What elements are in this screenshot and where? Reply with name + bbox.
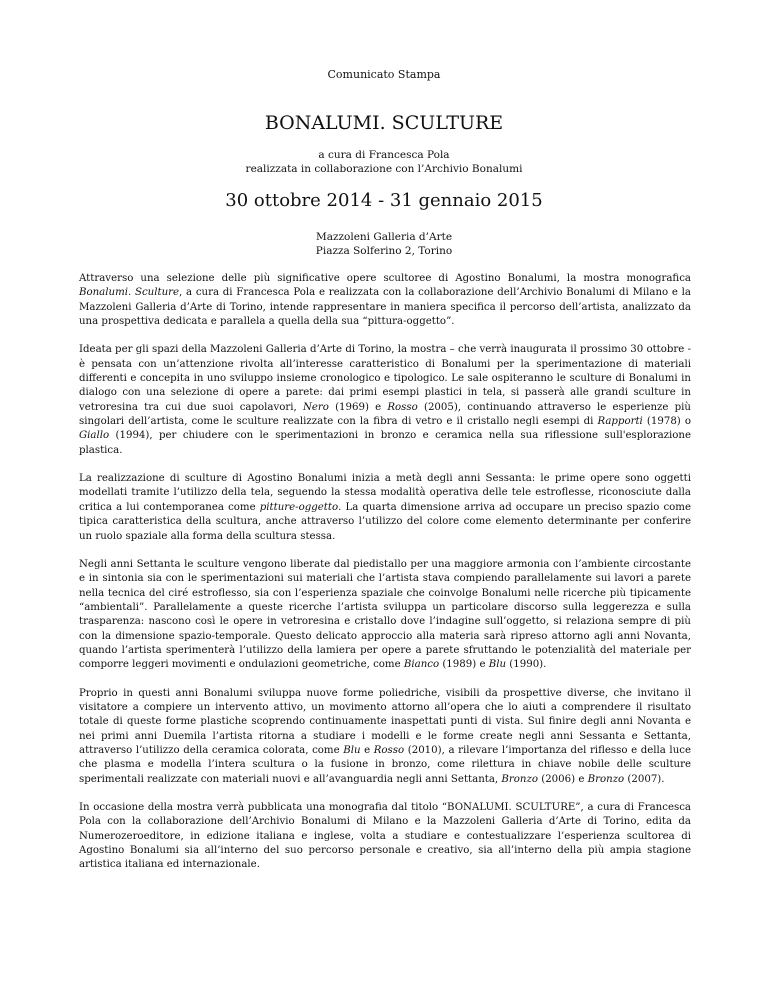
- italic-title: Blu: [343, 744, 361, 756]
- paragraph-5: [79, 687, 691, 787]
- text-span: (2006) e: [537, 773, 588, 785]
- text-span: La realizzazione di sculture di Agostino Bonalumi inizia a metà degli anni Sessanta: le prime opere sono oggetti modellati tramite l’utilizzo della tela, seguendo la stessa modalità operativa delle tele estroflesse, riconosciute dalla critica a lui contemporanea come: [79, 473, 691, 513]
- curator-block: [0, 148, 768, 176]
- italic-title: Rosso: [387, 401, 418, 413]
- text-span: (2010), a rilevare l’importanza del riflesso e della luce che plasma e modella l’intera scultura o la fusione in bronzo, come rilettura in chiave nobile delle sculture sperimentali realizzate con materiali nuovi e all’avanguardia negli anni Settanta,: [79, 744, 691, 785]
- italic-title: pitture-oggetto: [259, 501, 339, 513]
- exhibition-dates: 30 ottobre 2014 - 31 gennaio 2015: [225, 190, 543, 211]
- paragraph-1: [79, 272, 691, 329]
- text-span: (1990).: [506, 659, 547, 671]
- paragraph-2: [79, 343, 691, 458]
- text-span: (2007).: [624, 773, 665, 785]
- curator-line: a cura di Francesca Pola: [318, 149, 450, 161]
- italic-title: Bronzo: [501, 773, 538, 785]
- text-span: Attraverso una selezione delle più significative opere scultoree di Agostino Bonalumi, la mostra monografica: [79, 273, 691, 284]
- italic-title: Bronzo: [587, 773, 625, 785]
- exhibition-title: BONALUMI. SCULTURE: [264, 112, 504, 134]
- paragraph-3: [79, 472, 691, 544]
- italic-title: Rosso: [373, 744, 405, 756]
- text-span: (1994), per chiudere con le sperimentazioni in bronzo e ceramica nella sua riflessione sull'esplorazione plastica.: [79, 430, 691, 456]
- press-release-label: Comunicato Stampa: [327, 68, 441, 81]
- italic-title: Bonalumi. Sculture: [79, 287, 180, 299]
- text-span: (1978) o: [642, 416, 691, 428]
- paragraph-4: [79, 558, 691, 673]
- italic-title: Rapporti: [597, 416, 643, 428]
- italic-title: Blu: [488, 659, 507, 671]
- text-span: (2005), continuando attraverso le esperienze più singolari dell’artista, come le sculture realizzate con la fibra di vetro e il cristallo negli esempi di: [79, 401, 691, 428]
- venue-name: Mazzoleni Galleria d’Arte: [315, 231, 453, 243]
- italic-title: Bianco: [403, 659, 440, 671]
- body-text: [79, 272, 691, 887]
- italic-title: Nero: [302, 401, 329, 413]
- text-span: (1989) e: [439, 659, 489, 671]
- italic-title: Giallo: [79, 430, 110, 442]
- paragraph-6: [79, 801, 691, 873]
- collaboration-line: realizzata in collaborazione con l’Archivio Bonalumi: [245, 163, 523, 175]
- text-span: Ideata per gli spazi della Mazzoleni Galleria d’Arte di Torino, la mostra – che verrà inaugurata il prossimo 30 ottobre - è pensata con un’attenzione rivolta all’interesse caratteristico di Bonalumi per la sperimentazione di materiali differenti e concepita in uno sviluppo insieme cronologico e tipologico. Le sale ospiteranno le sculture di Bonalumi in dialogo con una selezione di opere a parete: dai primi esempi plastici in tela, si passerà alle grandi sculture in vetroresina tra cui due suoi capolavori,: [79, 344, 692, 413]
- text-span: In occasione della mostra verrà pubblicata una monografia dal titolo “BONALUMI. SCULTURE”, a cura di Francesca Pola con la collaborazione dell’Archivio Bonalumi di Milano e la Mazzoleni Galleria d’Arte di Torino, edita da Numerozeroeditore, in edizione italiana e inglese, volta a studiare e contestualizzare l’esperienza scultorea di Agostino Bonalumi sia all’interno del suo percorso personale e creativo, sia all’interno della più ampia stagione artistica italiana ed internazionale.: [79, 802, 691, 871]
- text-span: Proprio in questi anni Bonalumi sviluppa nuove forme poliedriche, visibili da prospettive diverse, che invitano il visitatore a compiere un intervento attivo, un movimento attorno all’opera che lo aiuti a comprendere il risultato totale di queste forme plastiche scoprendo continuamente inaspettati punti di vista. Sul finire degli anni Novanta e nei primi anni Duemila l’artista ritorna a studiare i modelli e le forme create negli anni Sessanta e Settanta, attraverso l’utilizzo della ceramica colorata, come: [79, 687, 691, 756]
- text-span: , a cura di Francesca Pola e realizzata con la collaborazione dell’Archivio Bonalumi di Milano e la Mazzoleni Galleria d’Arte di Torino, intende rappresentare in maniera specifica il percorso dell’artista, analizzato da una prospettiva dedicata e parallela a quella della sua “pittura-oggetto”.: [79, 287, 691, 328]
- venue-block: [0, 230, 768, 258]
- venue-address: Piazza Solferino 2, Torino: [315, 245, 453, 257]
- text-span: . La quarta dimensione arriva ad occupare un preciso spazio come tipica caratteristica della scultura, anche attraverso l’utilizzo del colore come elemento determinante per conferire un ruolo spaziale alla forma della scultura stessa.: [79, 501, 691, 542]
- text-span: e: [360, 744, 374, 756]
- text-span: Negli anni Settanta le sculture vengono liberate dal piedistallo per una maggiore armonia con l’ambiente circostante e in sintonia sia con le sperimentazioni sui materiali che l’artista stava compiendo parallelamente sui lavori a parete nella tecnica del ciré estroflesso, sia con l’esperienza spaziale che coinvolge Bonalumi nelle ricerche più tipicamente “ambientali”. Parallelamente a queste ricerche l’artista sviluppa un particolare discorso sulla leggerezza e sulla trasparenza: nascono così le opere in vetroresina e cristallo dove l’indagine sull’oggetto, si relaziona sempre di più con la dimensione spazio-temporale. Questo delicato approccio alla materia sarà ripreso attorno agli anni Novanta, quando l’artista sperimenterà l’utilizzo della lamiera per opere a parete sfruttando le potenzialità del materiale per comporre leggeri movimenti e ondulazioni geometriche, come: [79, 558, 691, 671]
- text-span: (1969) e: [328, 401, 388, 413]
